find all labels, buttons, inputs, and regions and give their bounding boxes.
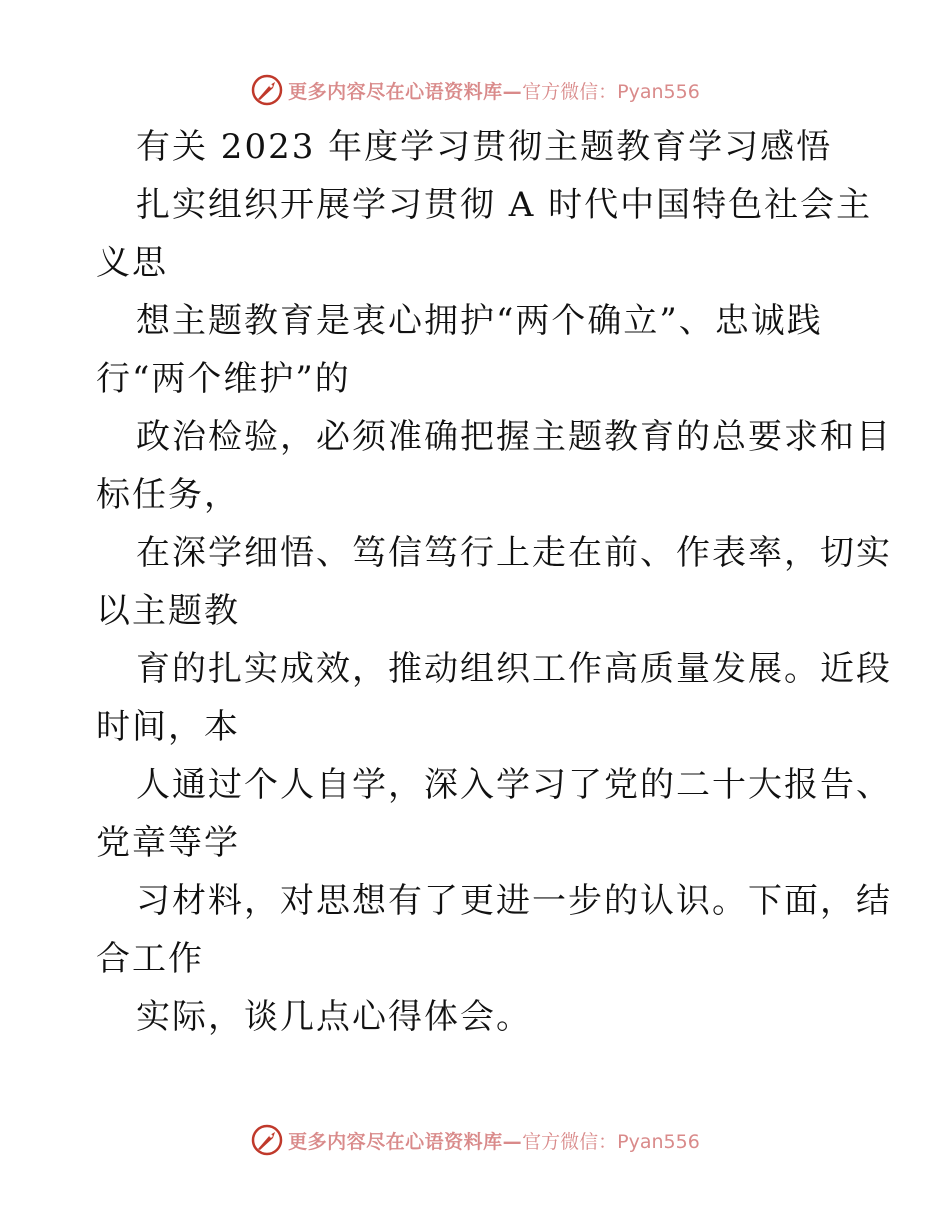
footer-wechat-text: 官方微信：Pyan556 [522, 1130, 700, 1153]
header-banner [0, 70, 950, 110]
paragraph-line: 行“两个维护”的 [96, 359, 351, 399]
paragraph-line: 合工作 [96, 939, 204, 979]
paragraph-line: 时间，本 [96, 707, 240, 747]
paragraph-line: 想主题教育是衷心拥护“两个确立”、忠诚践 [136, 301, 823, 341]
paragraph-line: 标任务， [96, 475, 240, 515]
document-body [96, 118, 892, 1046]
pen-nib-logo-icon [250, 1123, 284, 1157]
paragraph-line: 扎实组织开展学习贯彻 A 时代中国特色社会主 [136, 185, 873, 225]
footer-banner [0, 1120, 950, 1160]
header-wechat-text: 官方微信：Pyan556 [522, 80, 700, 103]
paragraph-line: 政治检验，必须准确把握主题教育的总要求和目 [136, 417, 892, 457]
pen-nib-logo-icon [250, 73, 284, 107]
paragraph-line: 实际，谈几点心得体会。 [136, 997, 532, 1037]
document-title-line: 有关 2023 年度学习贯彻主题教育学习感悟 [136, 127, 833, 167]
paragraph-line: 党章等学 [96, 823, 240, 863]
paragraph-line: 在深学细悟、笃信笃行上走在前、作表率，切实 [136, 533, 892, 573]
paragraph-line: 以主题教 [96, 591, 240, 631]
paragraph-line: 义思 [96, 243, 168, 283]
footer-banner-text: 更多内容尽在心语资料库— [288, 1130, 523, 1153]
paragraph-line: 人通过个人自学，深入学习了党的二十大报告、 [136, 765, 892, 805]
header-banner-text: 更多内容尽在心语资料库— [288, 80, 523, 103]
paragraph-line: 育的扎实成效，推动组织工作高质量发展。近段 [136, 649, 892, 689]
paragraph-line: 习材料，对思想有了更进一步的认识。下面，结 [136, 881, 892, 921]
